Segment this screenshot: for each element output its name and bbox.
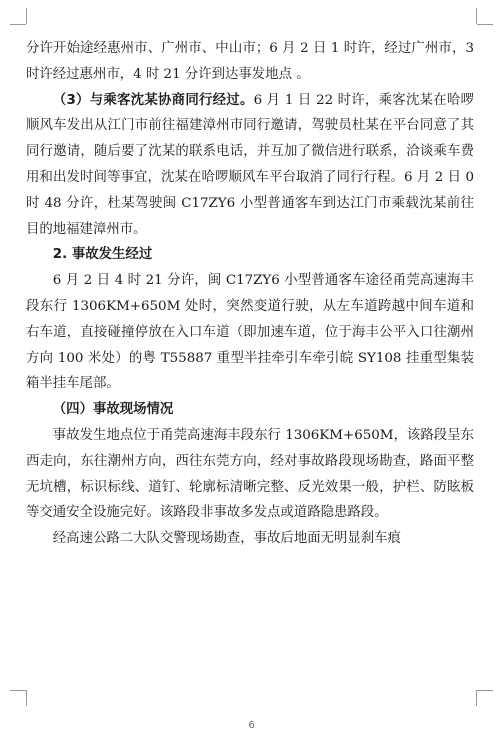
crop-mark-top-right-h [477,24,493,25]
section-heading-scene: （四）事故现场情况 [52,402,174,418]
paragraph-scene: 事故发生地点位于甬莞高速海丰段东行 1306KM+650M，该路段呈东西走向，东往潮州方向，西往东莞方向，经对事故路段现场勘查，路面平整无坑槽，标识标线、道钉、轮廓标清晰完整、反光效果一般，护栏、防眩板等交通安全设施完好。该路段非事故多发点或道路隐患路段。 [26,427,474,521]
crop-mark-bottom-left-v [26,690,27,706]
crop-mark-top-left-v [26,8,27,24]
crop-mark-top-right-v [476,8,477,24]
paragraph-investigation: 经高速公路二大队交警现场勘查，事故后地面无明显刹车痕 [52,531,401,547]
document-body [26,36,474,552]
crop-mark-bottom-right-v [476,690,477,706]
paragraph-accident-process: 6 月 2 日 4 时 21 分许，闽 C17ZY6 小型普通客车途径甬莞高速海丰段东行 1306KM+650M 处时，突然变道行驶，从左车道跨越中间车道和右车道，直接碰撞停放在入口车道（即加速车道，位于海丰公平入口往潮州方向 100 米处）的粤 T55887 重型半挂牵引车牵引皖 SY108 挂重型集装箱半挂车尾部。 [26,273,474,392]
paragraph-lead-heading: （3）与乘客沈某协商同行经过。 [52,92,254,108]
crop-mark-bottom-left-h [10,690,26,691]
paragraph-passenger-text: 6 月 1 日 22 时许，乘客沈某在哈啰顺风车发出从江门市前往福建漳州市同行邀请，驾驶员杜某在平台同意了其同行邀请，随后要了沈某的联系电话，并互加了微信进行联系，洽谈乘车费用和出发时间等事宜，沈某在哈啰顺风车平台取消了同行行程。6 月 2 日 0 时 48 分许，杜某驾驶闽 C17ZY6 小型普通客车到达江门市乘载沈某前往目的地福建漳州市。 [26,92,474,237]
section-heading-accident-process: 2. 事故发生经过 [52,247,153,263]
crop-mark-bottom-right-h [477,690,493,691]
crop-mark-top-left-h [10,24,26,25]
paragraph-passenger-arrangement [26,88,474,243]
paragraph-route: 分许开始途经惠州市、广州市、中山市；6 月 2 日 1 时许，经过广州市，3 时许经过惠州市，4 时 21 分许到达事发地点 。 [26,41,474,82]
page-number: 6 [248,720,255,731]
